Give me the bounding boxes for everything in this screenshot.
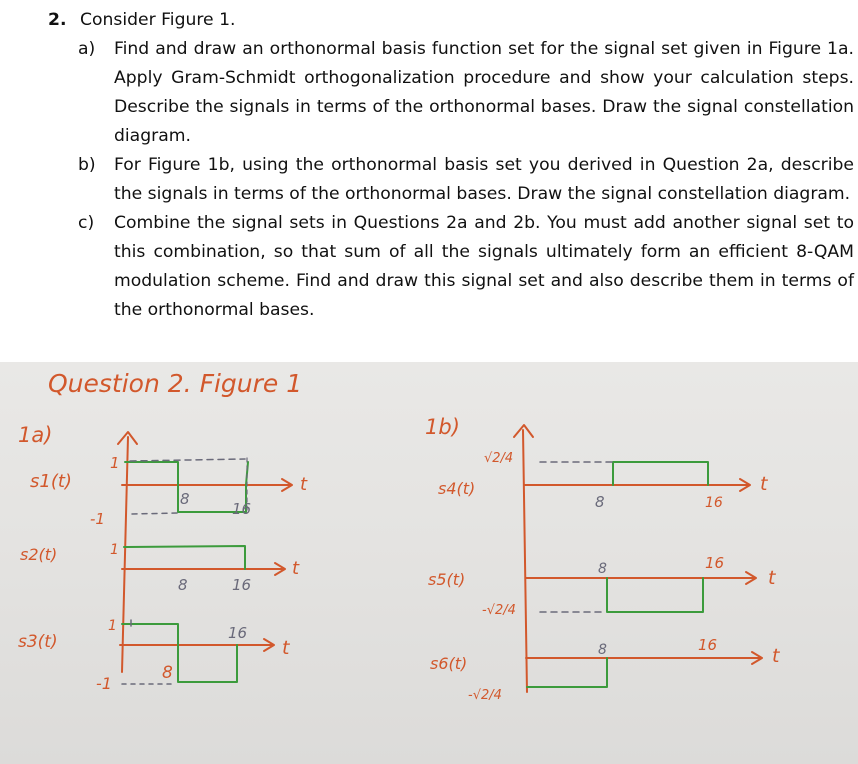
figure-1-drawing bbox=[0, 362, 858, 764]
s5-waveform bbox=[607, 578, 703, 612]
part-c-label: c) bbox=[78, 213, 95, 233]
s4-label: s4(t) bbox=[438, 479, 476, 498]
s1-dashed-level-neg bbox=[132, 513, 178, 514]
s4-tick-8-label: 8 bbox=[595, 493, 605, 511]
s2-tick-16-label: 16 bbox=[232, 576, 252, 594]
part-a bbox=[78, 35, 854, 151]
s2-amp-pos: 1 bbox=[110, 542, 119, 558]
s3-waveform bbox=[122, 624, 237, 682]
s5-tick-8-label: 8 bbox=[598, 561, 607, 577]
question-header bbox=[48, 6, 854, 35]
figure-title: Question 2. Figure 1 bbox=[48, 369, 303, 398]
s2-axis-t: t bbox=[292, 558, 300, 579]
s3-tick-16-label: 16 bbox=[228, 624, 248, 642]
s4-tick-16-label: 16 bbox=[705, 495, 723, 511]
s2-label: s2(t) bbox=[20, 545, 58, 564]
s3-amp-pos: 1 bbox=[108, 618, 117, 634]
panel-a-vertical-axis bbox=[122, 437, 128, 672]
s1-label: s1(t) bbox=[30, 471, 72, 492]
s5-tick-16-label: 16 bbox=[705, 554, 725, 572]
s1-amp-neg: -1 bbox=[90, 510, 105, 528]
part-c-text: Combine the signal sets in Questions 2a and 2b. You must add another signal set to this combination, so that sum of all the signals ultimately form an efficient 8-QAM modulation scheme. Find and draw this signal set and also describe them in terms of the orthonormal bases. bbox=[114, 213, 854, 320]
panel-b-label: 1b) bbox=[425, 415, 460, 439]
part-a-text: Find and draw an orthonormal basis function set for the signal set given in Figure 1a. Apply Gram-Schmidt orthogonalization procedure and show your calculation steps. Describe the signals in terms of the orthonormal bases. Draw the signal constellation diagram. bbox=[114, 39, 854, 146]
s1-dashed-level-pos bbox=[130, 459, 245, 461]
question-2 bbox=[48, 6, 854, 325]
s6-axis-t: t bbox=[772, 645, 780, 667]
part-b-text: For Figure 1b, using the orthonormal basis set you derived in Question 2a, describe the signals in terms of the orthonormal bases. Draw the signal constellation diagram. bbox=[114, 155, 854, 204]
panel-b-vertical-axis bbox=[523, 430, 527, 692]
question-number: 2. bbox=[48, 10, 67, 30]
part-a-label: a) bbox=[78, 39, 96, 59]
s2-tick-8-label: 8 bbox=[178, 576, 188, 594]
s6-tick-16-label: 16 bbox=[698, 636, 718, 654]
s5-label: s5(t) bbox=[428, 570, 466, 589]
s2-waveform bbox=[124, 546, 245, 569]
s4-waveform bbox=[613, 462, 708, 485]
s1-amp-pos: 1 bbox=[110, 454, 120, 472]
part-b bbox=[78, 151, 854, 209]
part-c bbox=[78, 209, 854, 325]
s1-tick-8-label: 8 bbox=[180, 490, 190, 508]
s6-tick-8-label: 8 bbox=[598, 642, 607, 658]
handwritten-figure-photo bbox=[0, 362, 858, 764]
s5-amp-label: -√2/4 bbox=[482, 603, 516, 618]
s5-axis-t: t bbox=[768, 567, 776, 589]
s6-amp-label: -√2/4 bbox=[468, 688, 502, 703]
part-b-label: b) bbox=[78, 155, 96, 175]
s1-axis-t: t bbox=[300, 474, 308, 495]
s4-amp-label: √2/4 bbox=[484, 451, 514, 466]
panel-a-label: 1a) bbox=[18, 423, 53, 447]
question-title: Consider Figure 1. bbox=[80, 10, 236, 30]
s6-label: s6(t) bbox=[430, 654, 468, 673]
s3-amp-neg: -1 bbox=[96, 674, 112, 693]
s3-tick-8-label: 8 bbox=[162, 663, 173, 683]
s1-tick-16-label: 16 bbox=[232, 500, 252, 518]
s3-axis-t: t bbox=[282, 637, 290, 659]
s6-waveform bbox=[527, 658, 607, 687]
s3-label: s3(t) bbox=[18, 632, 58, 652]
s4-axis-t: t bbox=[760, 473, 768, 495]
